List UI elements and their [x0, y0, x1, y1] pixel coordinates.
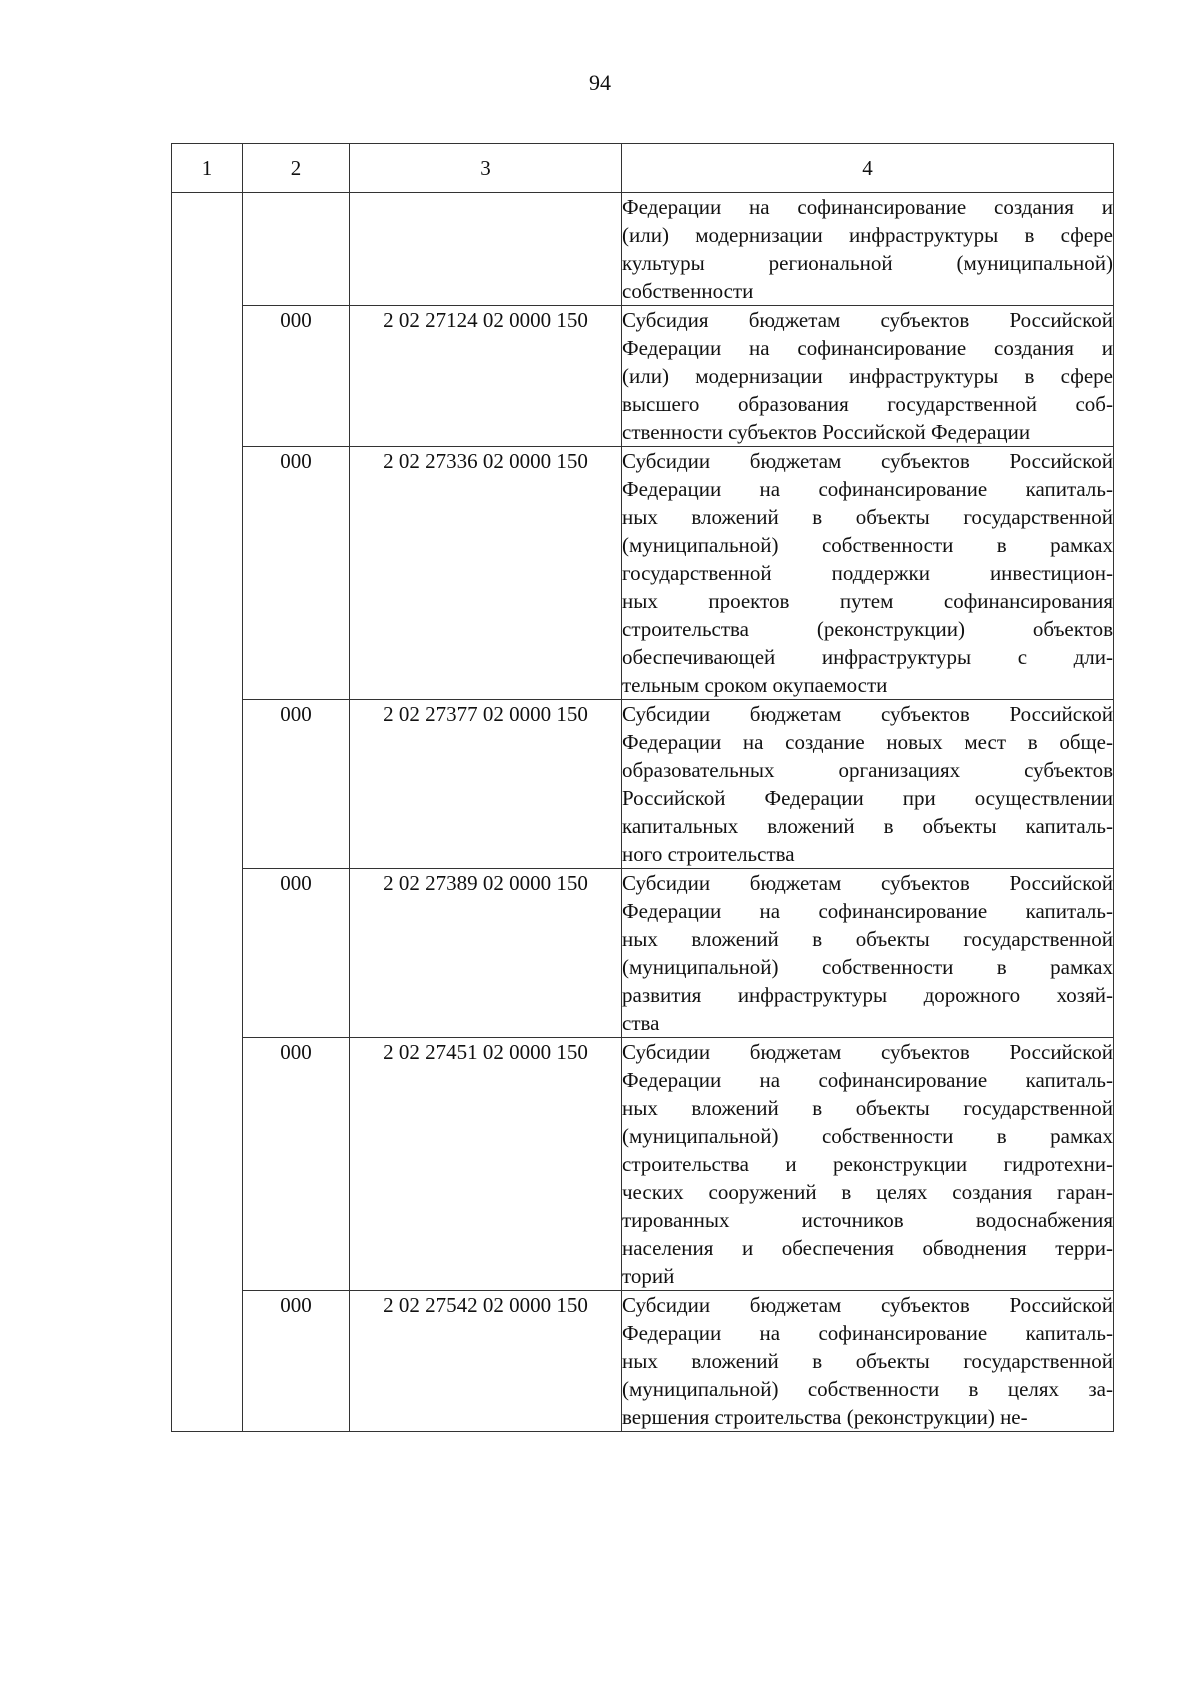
description-cell — [622, 306, 1114, 447]
description-line: собственности — [622, 279, 754, 303]
description-line: строительства и реконструкции гидротехни- — [622, 1152, 1113, 1176]
description-line: тированных источников водоснабжения — [622, 1208, 1113, 1232]
description-line: Федерации на софинансирование капиталь- — [622, 1068, 1113, 1092]
description-line: Федерации на софинансирование капиталь- — [622, 1321, 1113, 1345]
description-line: Субсидии бюджетам субъектов Российской — [622, 702, 1113, 726]
header-col-3: 3 — [350, 144, 622, 193]
description-line: (или) модернизации инфраструктуры в сфере — [622, 364, 1113, 388]
revenue-code-cell: 2 02 27124 02 0000 150 — [350, 306, 622, 447]
description-cell — [622, 447, 1114, 700]
description-line: образовательных организациях субъектов — [622, 758, 1113, 782]
table-row — [172, 1291, 1114, 1432]
header-col-2: 2 — [243, 144, 350, 193]
revenue-code-cell — [350, 193, 622, 306]
description-line: (муниципальной) собственности в целях за- — [622, 1377, 1113, 1401]
row-col-1-cell — [172, 869, 243, 1038]
admin-code-cell: 000 — [243, 1291, 350, 1432]
description-line: ных вложений в объекты государственной — [622, 505, 1113, 529]
description-cell — [622, 1291, 1114, 1432]
description-line: ства — [622, 1011, 660, 1035]
row-col-1-cell — [172, 700, 243, 869]
description-line: капитальных вложений в объекты капиталь- — [622, 814, 1113, 838]
description-line: Российской Федерации при осуществлении — [622, 786, 1113, 810]
description-cell — [622, 869, 1114, 1038]
admin-code-cell: 000 — [243, 869, 350, 1038]
budget-classification-table — [171, 143, 1114, 1432]
description-line: Субсидии бюджетам субъектов Российской — [622, 449, 1113, 473]
description-line: развития инфраструктуры дорожного хозяй- — [622, 983, 1113, 1007]
row-col-1-cell — [172, 1291, 243, 1432]
description-line: населения и обеспечения обводнения терри- — [622, 1236, 1113, 1260]
description-line: (или) модернизации инфраструктуры в сфере — [622, 223, 1113, 247]
table-row — [172, 1038, 1114, 1291]
admin-code-cell: 000 — [243, 700, 350, 869]
description-line: обеспечивающей инфраструктуры с дли- — [622, 645, 1113, 669]
description-line: Федерации на софинансирование создания и — [622, 195, 1113, 219]
revenue-code-cell: 2 02 27389 02 0000 150 — [350, 869, 622, 1038]
description-line: ственности субъектов Российской Федерации — [622, 420, 1031, 444]
description-line: ных вложений в объекты государственной — [622, 1349, 1113, 1373]
admin-code-cell: 000 — [243, 447, 350, 700]
description-line: Субсидия бюджетам субъектов Российской — [622, 308, 1113, 332]
description-line: Субсидии бюджетам субъектов Российской — [622, 1293, 1113, 1317]
description-line: Субсидии бюджетам субъектов Российской — [622, 1040, 1113, 1064]
row-col-1-cell — [172, 193, 243, 306]
description-line: тельным сроком окупаемости — [622, 673, 888, 697]
description-cell — [622, 1038, 1114, 1291]
table-row — [172, 700, 1114, 869]
header-col-4: 4 — [622, 144, 1114, 193]
table-header-row — [172, 144, 1114, 193]
description-line: государственной поддержки инвестицион- — [622, 561, 1113, 585]
description-line: ных проектов путем софинансирования — [622, 589, 1113, 613]
description-line: культуры региональной (муниципальной) — [622, 251, 1113, 275]
description-line: Субсидии бюджетам субъектов Российской — [622, 871, 1113, 895]
description-line: ных вложений в объекты государственной — [622, 1096, 1113, 1120]
description-line: Федерации на софинансирование капиталь- — [622, 477, 1113, 501]
table-row — [172, 869, 1114, 1038]
description-line: высшего образования государственной соб- — [622, 392, 1113, 416]
revenue-code-cell: 2 02 27451 02 0000 150 — [350, 1038, 622, 1291]
description-line: Федерации на создание новых мест в обще- — [622, 730, 1113, 754]
description-cell — [622, 700, 1114, 869]
description-line: вершения строительства (реконструкции) не- — [622, 1405, 1028, 1429]
revenue-code-cell: 2 02 27336 02 0000 150 — [350, 447, 622, 700]
table-row — [172, 306, 1114, 447]
row-col-1-cell — [172, 306, 243, 447]
admin-code-cell — [243, 193, 350, 306]
description-cell — [622, 193, 1114, 306]
description-line: ческих сооружений в целях создания гаран- — [622, 1180, 1113, 1204]
header-col-1: 1 — [172, 144, 243, 193]
description-line: Федерации на софинансирование создания и — [622, 336, 1113, 360]
row-col-1-cell — [172, 447, 243, 700]
description-line: ных вложений в объекты государственной — [622, 927, 1113, 951]
description-line: (муниципальной) собственности в рамках — [622, 533, 1113, 557]
description-line: ного строительства — [622, 842, 795, 866]
description-line: (муниципальной) собственности в рамках — [622, 955, 1113, 979]
description-line: Федерации на софинансирование капиталь- — [622, 899, 1113, 923]
revenue-code-cell: 2 02 27542 02 0000 150 — [350, 1291, 622, 1432]
revenue-code-cell: 2 02 27377 02 0000 150 — [350, 700, 622, 869]
table-row — [172, 447, 1114, 700]
admin-code-cell: 000 — [243, 1038, 350, 1291]
row-col-1-cell — [172, 1038, 243, 1291]
description-line: (муниципальной) собственности в рамках — [622, 1124, 1113, 1148]
page-number: 94 — [589, 70, 611, 95]
description-line: строительства (реконструкции) объектов — [622, 617, 1113, 641]
table-row — [172, 193, 1114, 306]
description-line: торий — [622, 1264, 675, 1288]
admin-code-cell: 000 — [243, 306, 350, 447]
